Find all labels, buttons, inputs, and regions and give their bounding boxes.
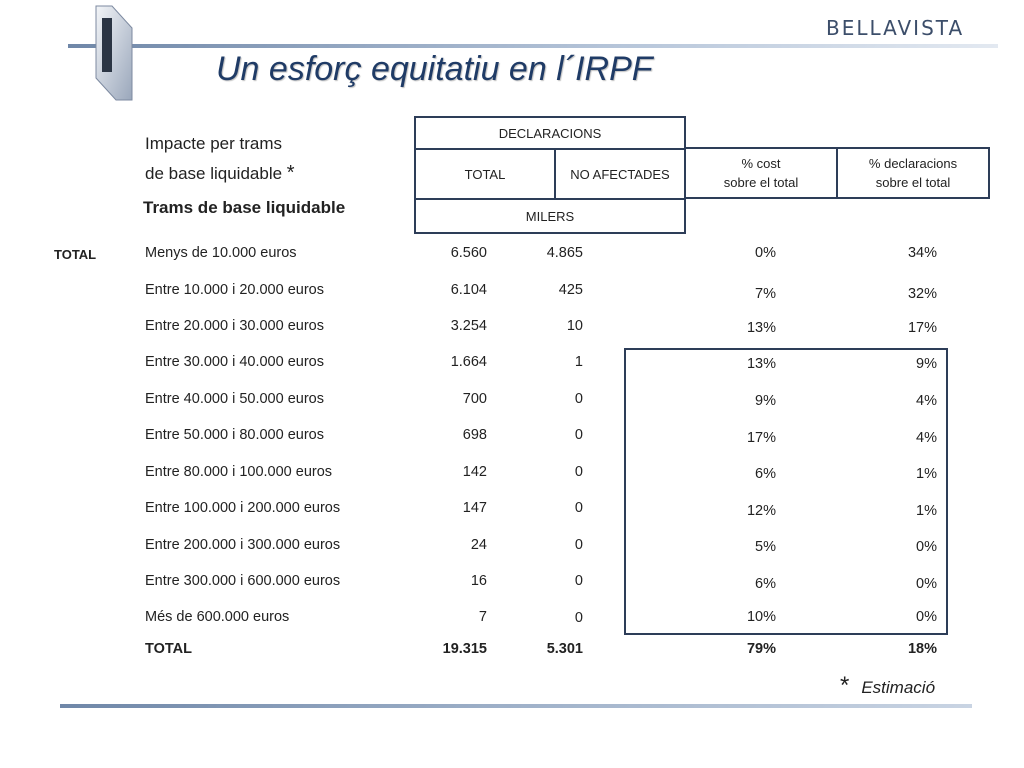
row-decl-pct: 1% <box>916 466 937 482</box>
table-row <box>0 354 1024 374</box>
row-no-afectades: 0 <box>574 537 583 553</box>
row-label: Entre 20.000 i 30.000 euros <box>145 318 324 334</box>
row-total: 698 <box>462 427 487 443</box>
row-cost-pct: 0% <box>755 245 776 261</box>
row-no-afectades: 0 <box>574 464 583 480</box>
row-cost-pct: 13% <box>746 320 776 336</box>
row-total: 6.104 <box>450 282 487 298</box>
header-declaracions-pct <box>836 147 990 199</box>
brand-logo: BELLAVISTA <box>826 16 965 40</box>
table-row <box>0 318 1024 338</box>
row-cost-pct: 7% <box>755 286 776 302</box>
row-total: 147 <box>462 500 487 516</box>
row-total: 142 <box>462 464 487 480</box>
totals-no-afectades: 5.301 <box>546 641 583 657</box>
row-decl-pct: 34% <box>907 245 937 261</box>
row-no-afectades: 1 <box>574 354 583 370</box>
table-row <box>0 537 1024 557</box>
footnote <box>840 672 935 700</box>
row-no-afectades: 10 <box>566 318 583 334</box>
row-total: 7 <box>478 609 487 625</box>
row-decl-pct: 1% <box>916 503 937 519</box>
table-row <box>0 573 1024 593</box>
row-no-afectades: 425 <box>558 282 583 298</box>
row-label: Menys de 10.000 euros <box>145 245 297 261</box>
table-row <box>0 391 1024 411</box>
totals-label: TOTAL <box>145 641 192 657</box>
row-total: 700 <box>462 391 487 407</box>
row-cost-pct: 17% <box>746 430 776 446</box>
table-row <box>0 427 1024 447</box>
subtitle-line-2-text: de base liquidable <box>145 164 283 183</box>
header-rule <box>68 44 998 48</box>
row-cost-pct: 10% <box>746 609 776 625</box>
row-no-afectades: 0 <box>574 500 583 516</box>
row-no-afectades: 4.865 <box>546 245 583 261</box>
row-decl-pct: 0% <box>916 539 937 555</box>
totals-row <box>0 641 1024 661</box>
row-no-afectades: 0 <box>574 573 583 589</box>
row-no-afectades: 0 <box>574 427 583 443</box>
row-label: Entre 50.000 i 80.000 euros <box>145 427 324 443</box>
column-heading-trams: Trams de base liquidable <box>143 198 346 217</box>
subtitle-line-1: Impacte per trams <box>145 134 282 153</box>
footnote-asterisk: * <box>840 672 850 699</box>
row-group-label: TOTAL <box>54 247 97 262</box>
table-row <box>0 464 1024 484</box>
header-no-afectades: NO AFECTADES <box>554 148 686 200</box>
row-label: Entre 100.000 i 200.000 euros <box>145 500 341 516</box>
asterisk-marker: * <box>286 162 295 184</box>
table-row <box>0 500 1024 520</box>
row-decl-pct: 0% <box>916 609 937 625</box>
row-no-afectades: 0 <box>574 391 583 407</box>
totals-cost-pct: 79% <box>746 641 776 657</box>
header-cost-line1: % cost <box>741 155 781 171</box>
header-declaracions: DECLARACIONS <box>414 116 686 150</box>
row-decl-pct: 32% <box>907 286 937 302</box>
row-cost-pct: 13% <box>746 356 776 372</box>
header-cost-line2: sobre el total <box>723 175 799 190</box>
row-total: 1.664 <box>450 354 487 370</box>
header-cost-pct <box>684 147 838 199</box>
totals-total: 19.315 <box>442 641 487 657</box>
row-decl-pct: 17% <box>907 320 937 336</box>
row-label: Entre 300.000 i 600.000 euros <box>145 573 341 589</box>
header-milers: MILERS <box>414 198 686 234</box>
logo-icon <box>92 4 136 102</box>
row-cost-pct: 5% <box>755 539 776 555</box>
row-decl-pct: 0% <box>916 576 937 592</box>
row-label: Més de 600.000 euros <box>145 609 290 625</box>
row-total: 16 <box>470 573 487 589</box>
page-title: Un esforç equitatiu en l´IRPF <box>216 50 653 88</box>
table-row <box>0 609 1024 629</box>
row-label: Entre 200.000 i 300.000 euros <box>145 537 341 553</box>
row-cost-pct: 9% <box>755 393 776 409</box>
row-cost-pct: 6% <box>755 576 776 592</box>
row-decl-pct: 4% <box>916 430 937 446</box>
row-total: 24 <box>470 537 487 553</box>
row-total: 6.560 <box>450 245 487 261</box>
row-decl-pct: 4% <box>916 393 937 409</box>
row-cost-pct: 12% <box>746 503 776 519</box>
header-total: TOTAL <box>414 148 556 200</box>
row-no-afectades: 0 <box>574 610 583 626</box>
subtitle-line-2 <box>145 162 295 185</box>
totals-decl-pct: 18% <box>907 641 937 657</box>
row-total: 3.254 <box>450 318 487 334</box>
footnote-text: Estimació <box>861 678 936 697</box>
row-label: Entre 30.000 i 40.000 euros <box>145 354 324 370</box>
header-decl-line2: sobre el total <box>875 175 951 190</box>
footer-rule <box>60 704 972 708</box>
row-label: Entre 80.000 i 100.000 euros <box>145 464 333 480</box>
table-row <box>0 282 1024 302</box>
row-cost-pct: 6% <box>755 466 776 482</box>
row-label: Entre 10.000 i 20.000 euros <box>145 282 324 298</box>
row-decl-pct: 9% <box>916 356 937 372</box>
table-row <box>0 245 1024 265</box>
row-label: Entre 40.000 i 50.000 euros <box>145 391 324 407</box>
header-decl-line1: % declaracions <box>868 155 958 171</box>
